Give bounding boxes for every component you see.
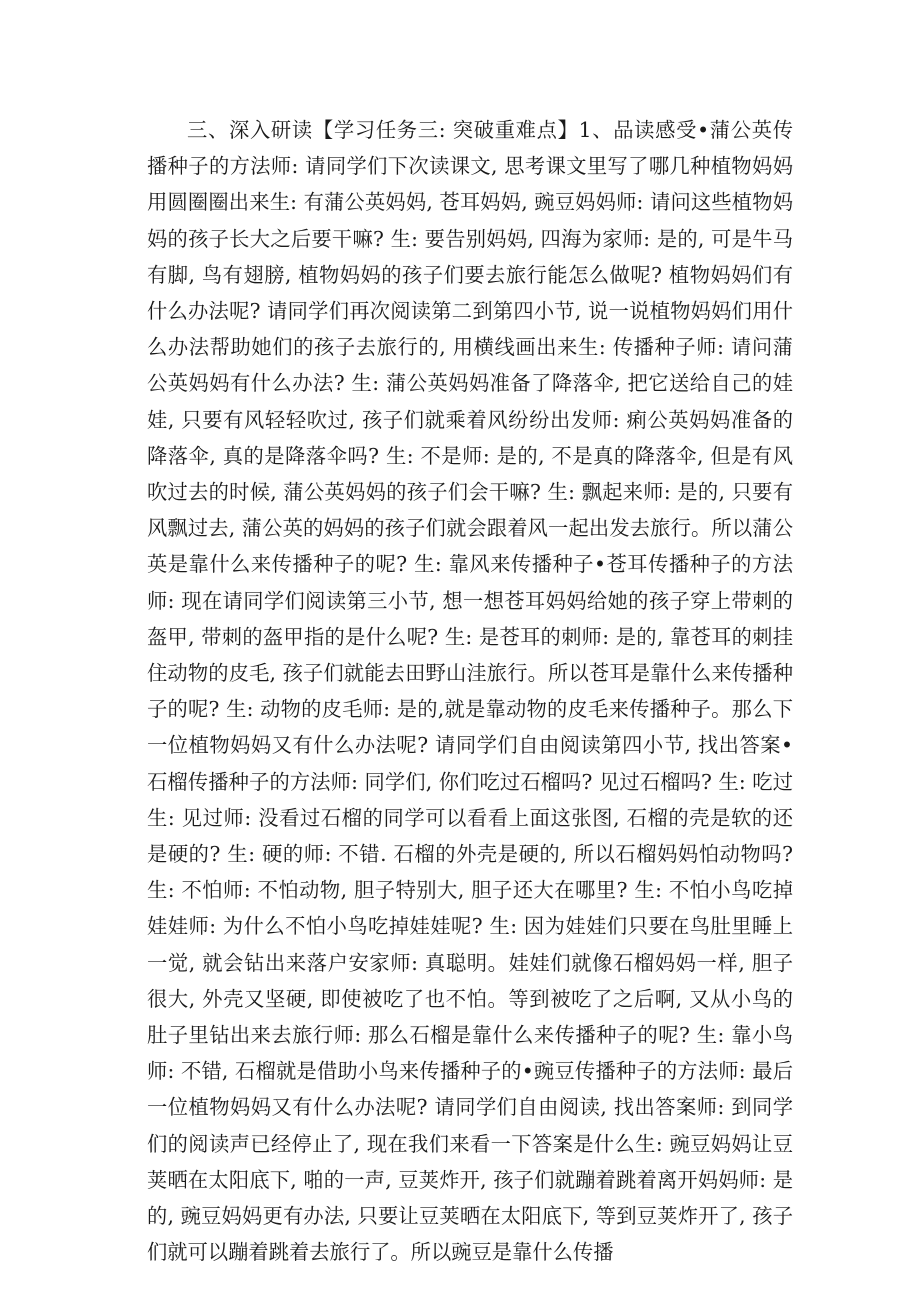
body-paragraph: 三、深入研读【学习任务三: 突破重难点】1、品读感受•蒲公英传播种子的方法师: 请同学们下次读课文, 思考课文里写了哪几种植物妈妈用圆圈圈出来生: 有蒲公英妈妈, 苍耳妈妈, 豌豆妈妈师: 请问这些植物妈妈的孩子长大之后要干嘛? 生: 要告别妈妈, 四海为家师: 是的, 可是牛马有脚, 鸟有翅膀, 植物妈妈的孩子们要去旅行能怎么做呢? 植物妈妈们有什么办法呢? 请同学们再次阅读第二到第四小节, 说一说植物妈妈们用什么办法帮助她们的孩子去旅行的, 用横线画出来生: 传播种子师: 请问蒲公英妈妈有什么办法? 生: 蒲公英妈妈准备了降落伞, 把它送给自己的娃娃, 只要有风轻轻吹过, 孩子们就乘着风纷纷出发师: 痢公英妈妈准备的降落伞, 真的是降落伞吗? 生: 不是师: 是的, 不是真的降落伞, 但是有风吹过去的时候, 蒲公英妈妈的孩子们会干嘛? 生: 飘起来师: 是的, 只要有风飘过去, 蒲公英的妈妈的孩子们就会跟着风一起出发去旅行。所以蒲公英是靠什么来传播种子的呢? 生: 靠风来传播种子•苍耳传播种子的方法师: 现在请同学们阅读第三小节, 想一想苍耳妈妈给她的孩子穿上带刺的盔甲, 带刺的盔甲指的是什么呢? 生: 是苍耳的刺师: 是的, 靠苍耳的刺挂住动物的皮毛, 孩子们就能去田野山洼旅行。所以苍耳是靠什么来传播种子的呢? 生: 动物的皮毛师: 是的,就是靠动物的皮毛来传播种子。那么下一位植物妈妈又有什么办法呢? 请同学们自由阅读第四小节, 找出答案•石榴传播种子的方法师: 同学们, 你们吃过石榴吗? 见过石榴吗? 生: 吃过生: 见过师: 没看过石榴的同学可以看看上面这张图, 石榴的壳是软的还是硬的? 生: 硬的师: 不错. 石榴的外壳是硬的, 所以石榴妈妈怕动物吗? 生: 不怕师: 不怕动物, 胆子特别大, 胆子还大在哪里? 生: 不怕小鸟吃掉娃娃师: 为什么不怕小鸟吃掉娃娃呢? 生: 因为娃娃们只要在鸟肚里睡上一觉, 就会钻出来落户安家师: 真聪明。娃娃们就像石榴妈妈一样, 胆子很大, 外壳又坚硬, 即使被吃了也不怕。等到被吃了之后啊, 又从小鸟的肚子里钻出来去旅行师: 那么石榴是靠什么来传播种子的呢? 生: 靠小鸟师: 不错, 石榴就是借助小鸟来传播种子的•豌豆传播种子的方法师: 最后一位植物妈妈又有什么办法呢? 请同学们自由阅读, 找出答案师: 到同学们的阅读声已经停止了, 现在我们来看一下答案是什么生: 豌豆妈妈让豆荚晒在太阳底下, 啪的一声, 豆荚炸开, 孩子们就蹦着跳着离开妈妈师: 是的, 豌豆妈妈更有办法, 只要让豆荚晒在太阳底下, 等到豆荚炸开了, 孩子们就可以蹦着跳着去旅行了。所以豌豆是靠什么传播	[147, 118, 793, 1265]
